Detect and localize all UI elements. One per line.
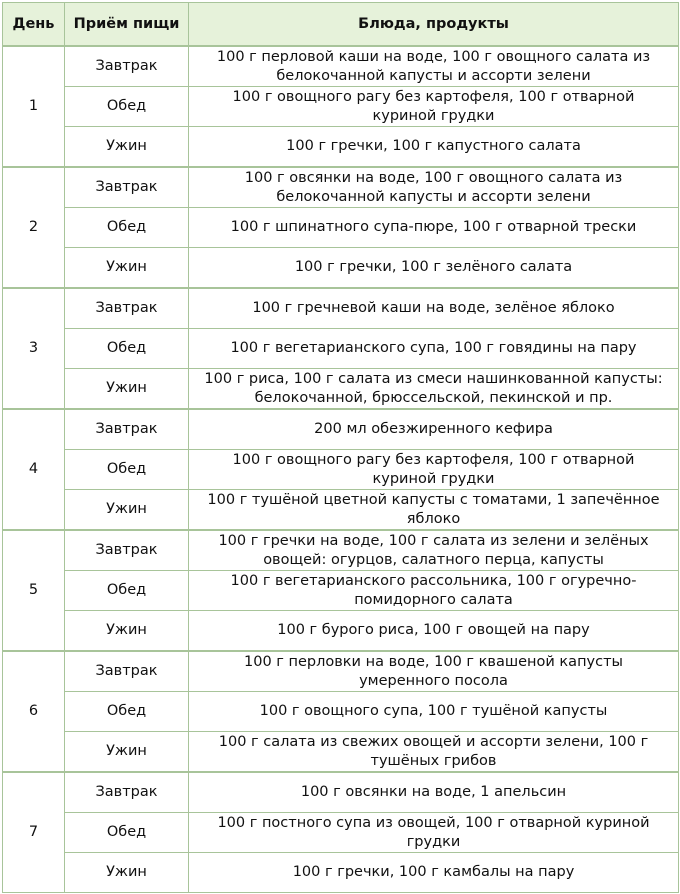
meal-name: Обед <box>65 87 189 127</box>
table-row <box>3 248 679 289</box>
day-group <box>3 409 679 530</box>
meal-dishes: 100 г шпинатного супа-пюре, 100 г отварной трески <box>189 208 679 248</box>
meal-dishes: 100 г перловой каши на воде, 100 г овощного салата из белокочанной капусты и ассорти зелени <box>189 46 679 87</box>
table-row <box>3 813 679 853</box>
day-group <box>3 772 679 893</box>
table-row <box>3 490 679 531</box>
meal-dishes: 100 г гречки, 100 г зелёного салата <box>189 248 679 289</box>
header-dishes: Блюда, продукты <box>189 3 679 47</box>
table-row <box>3 692 679 732</box>
table-row <box>3 127 679 168</box>
meal-dishes: 100 г тушёной цветной капусты с томатами, 1 запечённое яблоко <box>189 490 679 531</box>
meal-name: Завтрак <box>65 772 189 813</box>
day-number: 6 <box>3 651 65 772</box>
meal-name: Завтрак <box>65 409 189 450</box>
meal-dishes: 100 г постного супа из овощей, 100 г отварной куриной грудки <box>189 813 679 853</box>
meal-name: Ужин <box>65 248 189 289</box>
table-row <box>3 732 679 773</box>
day-group <box>3 530 679 651</box>
day-number: 4 <box>3 409 65 530</box>
table-header <box>3 3 679 47</box>
meal-dishes: 100 г бурого риса, 100 г овощей на пару <box>189 611 679 652</box>
meal-dishes: 200 мл обезжиренного кефира <box>189 409 679 450</box>
table-row <box>3 530 679 571</box>
table-row <box>3 46 679 87</box>
header-meal: Приём пищи <box>65 3 189 47</box>
meal-name: Завтрак <box>65 651 189 692</box>
meal-name: Завтрак <box>65 530 189 571</box>
meal-name: Обед <box>65 571 189 611</box>
meal-name: Завтрак <box>65 46 189 87</box>
meal-name: Ужин <box>65 369 189 410</box>
meal-name: Завтрак <box>65 167 189 208</box>
day-group <box>3 288 679 409</box>
meal-name: Ужин <box>65 732 189 773</box>
table-row <box>3 450 679 490</box>
table-row <box>3 651 679 692</box>
table-row <box>3 87 679 127</box>
table-row <box>3 329 679 369</box>
diet-menu-table <box>2 2 679 893</box>
day-group <box>3 651 679 772</box>
table-row <box>3 571 679 611</box>
meal-dishes: 100 г овощного рагу без картофеля, 100 г отварной куриной грудки <box>189 87 679 127</box>
table-row <box>3 369 679 410</box>
meal-name: Обед <box>65 813 189 853</box>
day-number: 7 <box>3 772 65 893</box>
meal-dishes: 100 г гречки, 100 г капустного салата <box>189 127 679 168</box>
meal-name: Ужин <box>65 490 189 531</box>
meal-dishes: 100 г перловки на воде, 100 г квашеной капусты умеренного посола <box>189 651 679 692</box>
day-number: 3 <box>3 288 65 409</box>
table-row <box>3 288 679 329</box>
table-row <box>3 611 679 652</box>
meal-dishes: 100 г гречки на воде, 100 г салата из зелени и зелёных овощей: огурцов, салатного перца, капусты <box>189 530 679 571</box>
table-row <box>3 772 679 813</box>
day-number: 1 <box>3 46 65 167</box>
meal-name: Обед <box>65 450 189 490</box>
meal-name: Обед <box>65 692 189 732</box>
header-day: День <box>3 3 65 47</box>
meal-dishes: 100 г салата из свежих овощей и ассорти зелени, 100 г тушёных грибов <box>189 732 679 773</box>
meal-name: Ужин <box>65 611 189 652</box>
meal-dishes: 100 г вегетарианского рассольника, 100 г огуречно-помидорного салата <box>189 571 679 611</box>
table-row <box>3 409 679 450</box>
meal-dishes: 100 г риса, 100 г салата из смеси нашинкованной капусты: белокочанной, брюссельской, пекинской и пр. <box>189 369 679 410</box>
day-number: 2 <box>3 167 65 288</box>
meal-dishes: 100 г овсянки на воде, 100 г овощного салата из белокочанной капусты и ассорти зелени <box>189 167 679 208</box>
day-group <box>3 46 679 167</box>
meal-dishes: 100 г гречки, 100 г камбалы на пару <box>189 853 679 893</box>
meal-dishes: 100 г вегетарианского супа, 100 г говядины на пару <box>189 329 679 369</box>
day-number: 5 <box>3 530 65 651</box>
meal-dishes: 100 г овсянки на воде, 1 апельсин <box>189 772 679 813</box>
table-row <box>3 208 679 248</box>
meal-name: Обед <box>65 208 189 248</box>
meal-name: Ужин <box>65 127 189 168</box>
table-row <box>3 853 679 893</box>
meal-dishes: 100 г овощного рагу без картофеля, 100 г отварной куриной грудки <box>189 450 679 490</box>
meal-dishes: 100 г гречневой каши на воде, зелёное яблоко <box>189 288 679 329</box>
meal-dishes: 100 г овощного супа, 100 г тушёной капусты <box>189 692 679 732</box>
meal-name: Ужин <box>65 853 189 893</box>
table-row <box>3 167 679 208</box>
meal-name: Обед <box>65 329 189 369</box>
meal-name: Завтрак <box>65 288 189 329</box>
day-group <box>3 167 679 288</box>
